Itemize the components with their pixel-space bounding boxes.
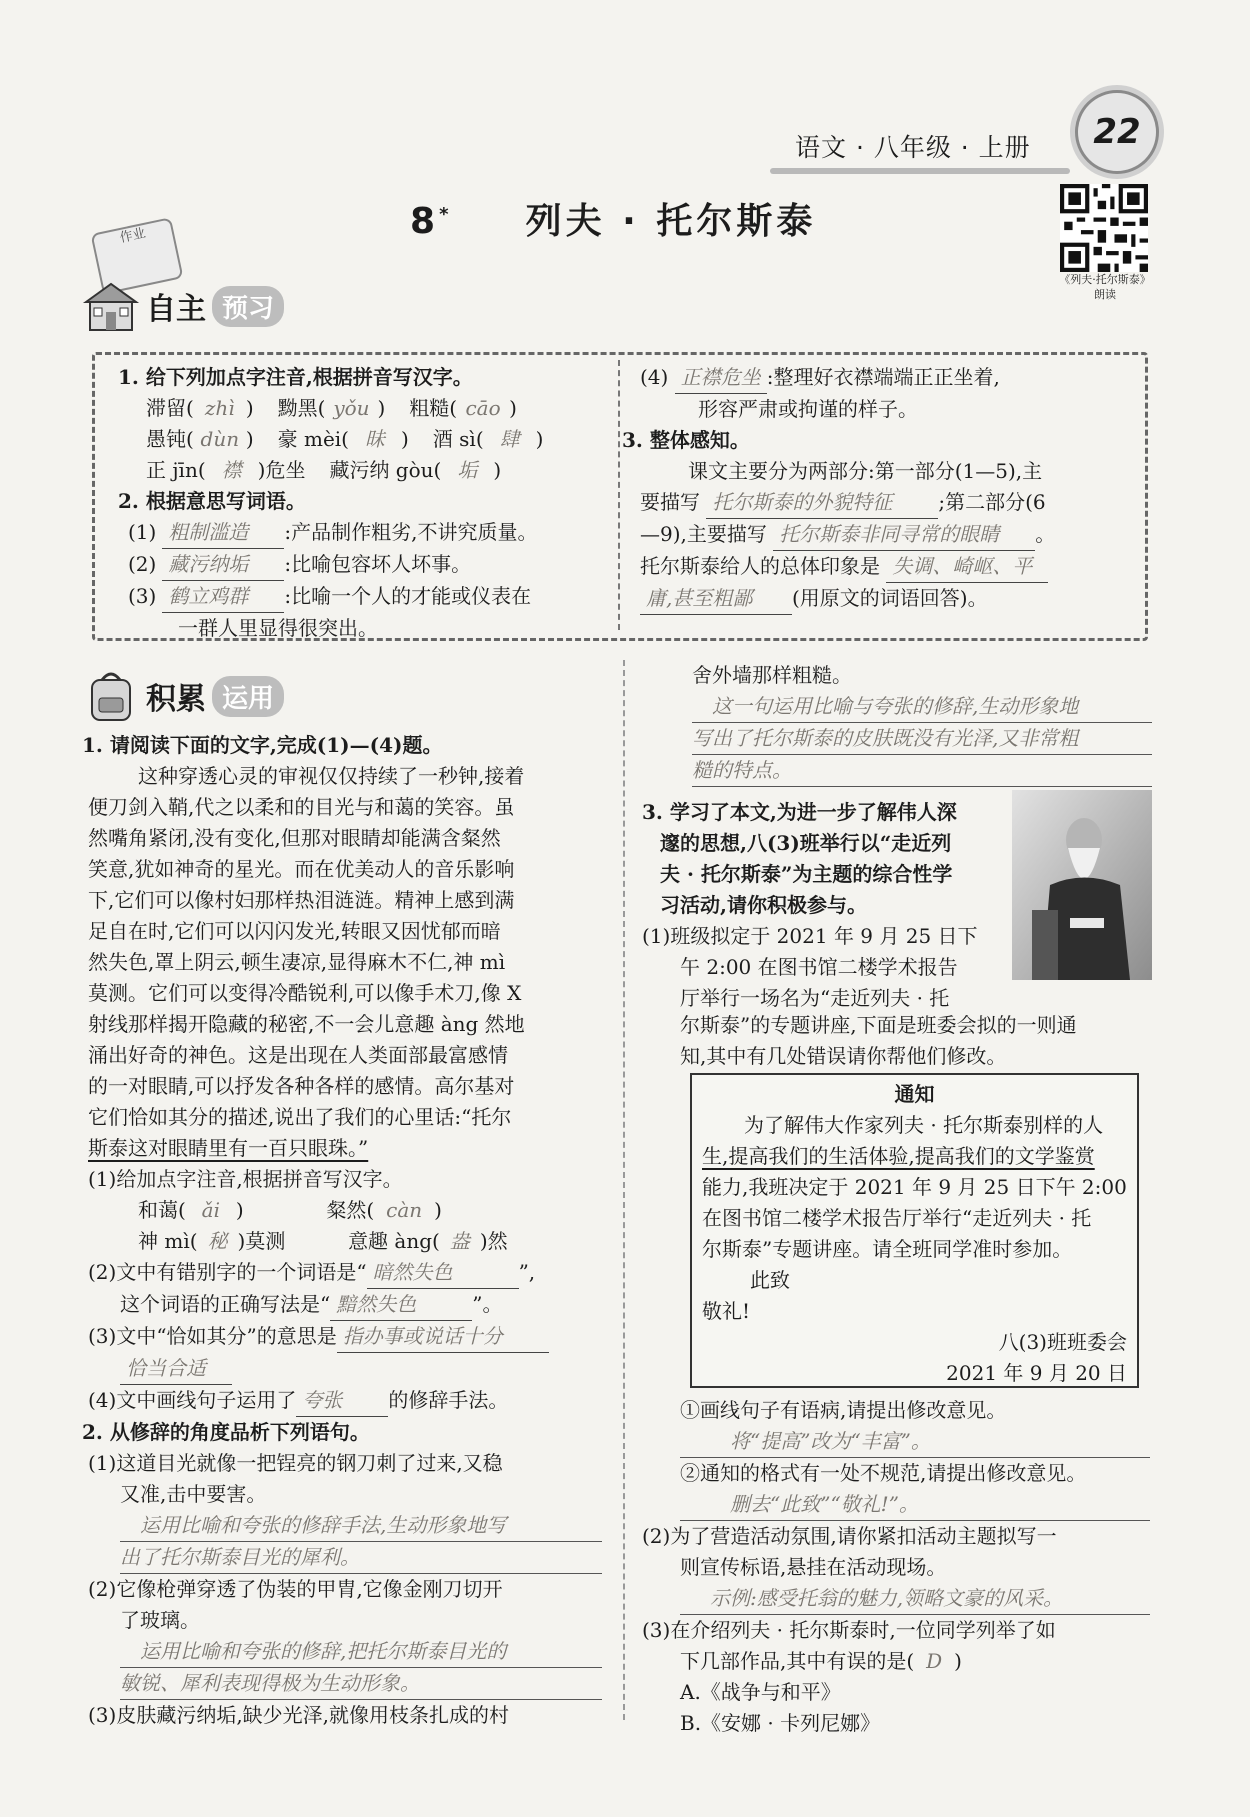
preview-q2-item bbox=[118, 549, 613, 581]
acc-q3-3b: 下几部作品,其中有误的是( bbox=[680, 1649, 915, 1673]
passage-line: 斯泰这对眼睛里有一百只眼珠。” bbox=[88, 1136, 369, 1160]
acc-sub1-b-answer[interactable]: càn bbox=[386, 1198, 423, 1222]
acc-q3-1-line: 厅举行一场名为“走近列夫 · 托 bbox=[680, 986, 950, 1010]
preview-q3-line3a: —9),主要描写 bbox=[640, 522, 767, 546]
acc-q3-intro bbox=[642, 797, 997, 1014]
school-building-icon bbox=[82, 278, 140, 334]
passage-line: 这种穿透心灵的审视仅仅持续了一秒钟,接着 bbox=[138, 764, 525, 788]
acc-sub1-c-end: )莫测 bbox=[237, 1229, 286, 1253]
notice-body-line: 生,提高我们的生活体验,提高我们的文学鉴赏 bbox=[702, 1144, 1095, 1168]
acc-q2-2b: 了玻璃。 bbox=[120, 1608, 200, 1632]
passage-line: 下,它们可以像村妇那样热泪涟涟。精神上感到满 bbox=[88, 888, 515, 912]
acc-q3-3a: (3)在介绍列夫 · 托尔斯泰时,一位同学列举了如 bbox=[642, 1618, 1056, 1642]
acc-q3-1-line: 尔斯泰”的专题讲座,下面是班委会拟的一则通 bbox=[680, 1013, 1077, 1037]
acc-q3-option-a[interactable]: A.《战争与和平》 bbox=[680, 1680, 841, 1704]
qr-caption-title: 《列夫·托尔斯泰》 bbox=[1059, 273, 1151, 286]
notice-signer: 八(3)班班委会 bbox=[998, 1330, 1127, 1354]
preview-q2-item-num: (1) bbox=[128, 520, 157, 544]
acc-sub2-answer2[interactable]: 黯然失色 bbox=[330, 1289, 472, 1321]
preview-q2-item4-num: (4) bbox=[640, 365, 669, 389]
preview-q1-row bbox=[118, 393, 613, 424]
lesson-name: 列夫 · 托尔斯泰 bbox=[525, 201, 817, 242]
passage-line: 足自在时,它们可以闪闪发光,转眼又因忧郁而暗 bbox=[88, 919, 501, 943]
preview-q2-item-answer[interactable]: 藏污纳垢 bbox=[162, 549, 284, 581]
preview-q1-row bbox=[118, 424, 613, 455]
acc-q3-1-line: (1)班级拟定于 2021 年 9 月 25 日下 bbox=[642, 924, 978, 948]
preview-q2-item-text: :比喻一个人的才能或仪表在 bbox=[284, 584, 532, 608]
acc-sub1-c-answer[interactable]: 秘 bbox=[207, 1229, 228, 1253]
acc-q3-1-continued bbox=[642, 1010, 1152, 1072]
acc-q3-option-b[interactable]: B.《安娜 · 卡列尼娜》 bbox=[680, 1711, 881, 1735]
preview-q2-item-text: :产品制作粗劣,不讲究质量。 bbox=[284, 520, 538, 544]
acc-q2-3-answer3[interactable]: 糙的特点。 bbox=[692, 755, 1152, 787]
acc-q3-title-line: 邃的思想,八(3)班举行以“走近列 bbox=[660, 831, 952, 855]
preview-q1-text: ) bbox=[377, 396, 386, 420]
acc-sub1-d: 意趣 àng( bbox=[348, 1229, 440, 1253]
preview-q1-rows bbox=[118, 393, 613, 486]
acc-sub4-a: (4)文中画线句子运用了 bbox=[88, 1388, 297, 1412]
acc-q3-1-text bbox=[642, 921, 997, 1014]
accumulate-left-column: 1. 请阅读下面的文字,完成(1)—(4)题。 这种穿透心灵的审视仅仅持续了一秒钟,接着 便刀剑入鞘,代之以柔和的目光与和蔼的笑容。虽 然嘴角紧闭,没有变化,但那对眼睛却能满含粲然 笑意,犹如神奇的星光。而在优美动人的音乐影响 下,它们可以像村妇那样热泪涟涟。精神上感到满 足自在时,它们可以闪闪发光,转眼又因忧郁而暗 然失色,罩上阴云,顿生凄凉,显得麻木不仁,神 mì 莫测。它们可以变得冷酷锐利,可以像手术刀,像 X 射线那样揭开隐藏的秘密,不一会儿意趣 àng 然地 涌出好奇的神色。这是出现在人类面部最富感情 的一对眼睛,可以抒发各种各样的感情。高尔基对 它们恰如其分的描述,说出了我们的心里话:“托尔 斯泰这对眼睛里有一百只眼珠。” (1)给加点字注音,根据拼音写汉字。 和蔼( ǎi ) 粲然( càn ) 神 mì( 秘 )莫测 意趣 àng( 盎 )然 (2)文中有错别字的一个词语是“ 暗然失色 ”, 这个词语的正确写法是“ 黯然失色 ”。 (3)文中“恰如其分”的意思是 指办事或说话十分 恰当合适 (4)文中画线句子运用了 夸张 的修辞手法。 2. 从修辞的角度品析下列语句。 (1)这道目光就像一把锃亮的钢刀刺了过来,又稳 又准,击中要害。 运用比喻和夸张的修辞手法,生动形象地写 出了托尔斯泰目光的犀利。 (2)它像枪弹穿透了伪装的甲胄,它像金刚刀切开 了玻璃。 运用比喻和夸张的修辞,把托尔斯泰目光的 敏锐、犀利表现得极为生动形象。 (3)皮肤藏污纳垢,缺少光泽,就像用枝条扎成的村 bbox=[82, 730, 602, 1731]
preview-q3-line1: 课文主要分为两部分:第一部分(1—5),主 bbox=[688, 459, 1043, 483]
accumulate-section-pill: 运用 bbox=[212, 676, 284, 717]
preview-q2-item4-cont: 形容严肃或拘谨的样子。 bbox=[698, 397, 918, 421]
preview-q1-text: ) bbox=[535, 427, 544, 451]
passage-line: 笑意,犹如神奇的星光。而在优美动人的音乐影响 bbox=[88, 857, 515, 881]
passage-line: 的一对眼睛,可以抒发各种各样的感情。高尔基对 bbox=[88, 1074, 515, 1098]
acc-sub1-a-answer[interactable]: ǎi bbox=[201, 1198, 220, 1222]
acc-sub1-d-end: )然 bbox=[479, 1229, 508, 1253]
preview-q2-item bbox=[118, 517, 613, 549]
acc-q2-3: (3)皮肤藏污纳垢,缺少光泽,就像用枝条扎成的村 bbox=[88, 1703, 510, 1727]
acc-q2-2: (2)它像枪弹穿透了伪装的甲胄,它像金刚刀切开 bbox=[88, 1577, 503, 1601]
notice-closing2: 敬礼! bbox=[702, 1299, 751, 1323]
passage-line: 它们恰如其分的描述,说出了我们的心里话:“托尔 bbox=[88, 1105, 512, 1129]
preview-q3-answer1[interactable]: 托尔斯泰的外貌特征 bbox=[706, 487, 938, 519]
acc-sub1-title: (1)给加点字注音,根据拼音写汉字。 bbox=[88, 1167, 403, 1191]
acc-q2-3-answer2[interactable]: 写出了托尔斯泰的皮肤既没有光泽,又非常粗 bbox=[692, 723, 1152, 755]
notice-body-line: 在图书馆二楼学术报告厅举行“走近列夫 · 托 bbox=[702, 1206, 1092, 1230]
passage-line: 涌出好奇的神色。这是出现在人类面部最富感情 bbox=[88, 1043, 508, 1067]
preview-q3-answer3b[interactable]: 庸,甚至粗鄙 bbox=[640, 583, 792, 615]
preview-q2-item bbox=[118, 581, 613, 613]
lesson-title bbox=[410, 193, 816, 244]
acc-sub4-b: 的修辞手法。 bbox=[388, 1388, 509, 1412]
acc-q3-title-line: 习活动,请你积极参与。 bbox=[660, 893, 867, 917]
notice-box bbox=[690, 1073, 1139, 1388]
acc-sub2-d: ”。 bbox=[472, 1292, 503, 1316]
acc-sub2-answer1[interactable]: 暗然失色 bbox=[367, 1257, 519, 1289]
acc-q3-1b-answer[interactable]: 删去“此致”“敬礼!”。 bbox=[680, 1489, 1150, 1521]
preview-q2-item-answer[interactable]: 粗制滥造 bbox=[162, 517, 284, 549]
column-divider bbox=[623, 660, 625, 1720]
preview-q2-item4-text: :整理好衣襟端端正正坐着, bbox=[766, 365, 1000, 389]
passage-line: 便刀剑入鞘,代之以柔和的目光与和蔼的笑容。虽 bbox=[88, 795, 515, 819]
acc-q2-3b: 舍外墙那样粗糙。 bbox=[692, 663, 852, 687]
passage-line: 然失色,罩上阴云,顿生凄凉,显得麻木不仁,神 mì bbox=[88, 950, 506, 974]
preview-q1-answer[interactable]: 昧 bbox=[364, 427, 385, 451]
preview-q2-title: 2. 根据意思写词语。 bbox=[118, 489, 306, 513]
acc-q3-2b: 则宣传标语,悬挂在活动现场。 bbox=[680, 1555, 947, 1579]
acc-sub3-answer1[interactable]: 指办事或说话十分 bbox=[337, 1321, 549, 1353]
acc-sub1-a: 和蔼( bbox=[138, 1198, 186, 1222]
preview-q2-item-num: (2) bbox=[128, 552, 157, 576]
acc-sub2-a: (2)文中有错别字的一个词语是“ bbox=[88, 1260, 367, 1284]
preview-q1-text: ) bbox=[400, 427, 409, 451]
header-rule bbox=[770, 168, 1070, 174]
preview-q1-text: ) bbox=[493, 458, 502, 482]
acc-q3-2-answer[interactable]: 示例:感受托翁的魅力,领略文豪的风采。 bbox=[680, 1583, 1150, 1615]
acc-q2-1-answer2[interactable]: 出了托尔斯泰目光的犀利。 bbox=[120, 1542, 602, 1574]
preview-q1-text: 黝黑( bbox=[277, 396, 326, 420]
preview-section-pill: 预习 bbox=[212, 286, 284, 327]
acc-passage bbox=[82, 761, 602, 1164]
preview-q1-row bbox=[118, 455, 613, 486]
notice-body-line: 为了解伟大作家列夫 · 托尔斯泰别样的人 bbox=[744, 1113, 1104, 1137]
acc-q2-2-answer2[interactable]: 敏锐、犀利表现得极为生动形象。 bbox=[120, 1668, 602, 1700]
preview-q1-text: ) bbox=[245, 427, 254, 451]
notice-body-line: 尔斯泰”专题讲座。请全班同学准时参加。 bbox=[702, 1237, 1073, 1261]
preview-q2-items bbox=[118, 517, 613, 613]
notice-title: 通知 bbox=[894, 1082, 935, 1106]
preview-left-column bbox=[118, 362, 613, 644]
preview-q1-text: 正 jīn( bbox=[146, 458, 206, 482]
accumulate-section-title: 积累 bbox=[146, 682, 206, 717]
preview-q1-text: 粗糙( bbox=[409, 396, 458, 420]
acc-q2-1-answer1[interactable]: 运用比喻和夸张的修辞手法,生动形象地写 bbox=[120, 1510, 602, 1542]
acc-q2-1: (1)这道目光就像一把锃亮的钢刀刺了过来,又稳 bbox=[88, 1451, 503, 1475]
notice-closing1: 此致 bbox=[750, 1268, 790, 1292]
acc-sub2-c: 这个词语的正确写法是“ bbox=[120, 1292, 331, 1316]
preview-section-title: 自主 bbox=[146, 292, 206, 327]
acc-q2-2-answer1[interactable]: 运用比喻和夸张的修辞,把托尔斯泰目光的 bbox=[120, 1636, 602, 1668]
acc-q2-title: 2. 从修辞的角度品析下列语句。 bbox=[82, 1420, 370, 1444]
notice-date: 2021 年 9 月 20 日 bbox=[946, 1361, 1127, 1385]
preview-q1-text: 豪 mèi( bbox=[277, 427, 349, 451]
preview-q1-text: 酒 sì( bbox=[432, 427, 484, 451]
acc-q3-title-line: 夫 · 托尔斯泰”为主题的综合性学 bbox=[660, 862, 953, 886]
preview-q1-text: ) bbox=[509, 396, 517, 420]
preview-q1-text: ) bbox=[245, 396, 254, 420]
acc-sub2-b: ”, bbox=[518, 1260, 536, 1284]
preview-q3-line2b: ;第二部分(6 bbox=[938, 490, 1046, 514]
acc-q3-2a: (2)为了营造活动氛围,请你紧扣活动主题拟写一 bbox=[642, 1524, 1057, 1548]
preview-divider bbox=[618, 360, 620, 630]
acc-q3-3-answer[interactable]: D bbox=[926, 1649, 943, 1673]
preview-q3-line5b: (用原文的词语回答)。 bbox=[792, 586, 988, 610]
preview-q3-line3b: 。 bbox=[1035, 522, 1056, 546]
passage-line: 然嘴角紧闭,没有变化,但那对眼睛却能满含粲然 bbox=[88, 826, 501, 850]
backpack-icon bbox=[82, 668, 140, 724]
preview-q1-text: 愚钝( bbox=[146, 427, 194, 451]
preview-q1-text: 滞留( bbox=[146, 396, 194, 420]
acc-sub3-a: (3)文中“恰如其分”的意思是 bbox=[88, 1324, 337, 1348]
preview-q1-answer[interactable]: 肆 bbox=[499, 427, 520, 451]
acc-q2-1b: 又准,击中要害。 bbox=[120, 1482, 267, 1506]
tolstoy-portrait-image bbox=[1012, 790, 1152, 980]
acc-q3-subquestions bbox=[642, 1395, 1150, 1739]
preview-q2-item4-answer[interactable]: 正襟危坐 bbox=[675, 362, 767, 394]
qr-caption bbox=[1050, 272, 1160, 302]
acc-q3-3c: ) bbox=[954, 1649, 962, 1673]
preview-q1-answer[interactable]: cāo bbox=[465, 396, 501, 420]
passage-line: 莫测。它们可以变得冷酷锐利,可以像手术刀,像 X bbox=[88, 981, 522, 1005]
preview-q3-answer3a[interactable]: 失调、崎岖、平 bbox=[886, 551, 1048, 583]
lesson-number: 8 bbox=[410, 201, 440, 242]
preview-section-header bbox=[82, 278, 284, 334]
accumulate-section-header bbox=[82, 668, 284, 724]
preview-q3-title: 3. 整体感知。 bbox=[622, 428, 750, 452]
lesson-mark: * bbox=[439, 204, 453, 225]
notice-body bbox=[702, 1110, 1127, 1265]
preview-q1-answer[interactable]: yǒu bbox=[333, 396, 370, 420]
acc-sub1-d-answer[interactable]: 盎 bbox=[449, 1229, 470, 1253]
preview-q1-answer[interactable]: zhì bbox=[204, 396, 235, 420]
qr-caption-sub: 朗读 bbox=[1094, 288, 1116, 301]
preview-q1-title: 1. 给下列加点字注音,根据拼音写汉字。 bbox=[118, 365, 473, 389]
acc-sub4-answer[interactable]: 夸张 bbox=[296, 1385, 388, 1417]
homework-stamp: 作业 bbox=[90, 217, 183, 295]
acc-sub1-b: 粲然( bbox=[326, 1198, 375, 1222]
preview-q3-line2a: 要描写 bbox=[640, 490, 700, 514]
acc-sub1-c: 神 mì( bbox=[138, 1229, 198, 1253]
acc-q3-title bbox=[642, 797, 997, 921]
preview-q1-answer[interactable]: dùn bbox=[200, 427, 240, 451]
preview-q1-text: )危坐 bbox=[257, 458, 306, 482]
notice-body-line: 能力,我班决定于 2021 年 9 月 25 日下午 2:00 bbox=[702, 1175, 1127, 1199]
preview-right-column bbox=[622, 362, 1130, 615]
preview-q3-line4a: 托尔斯泰给人的总体印象是 bbox=[640, 554, 880, 578]
acc-q3-1-line: 知,其中有几处错误请你帮他们修改。 bbox=[680, 1044, 1007, 1068]
preview-q2-item-text: :比喻包容坏人坏事。 bbox=[284, 552, 472, 576]
acc-q3-title-line: 3. 学习了本文,为进一步了解伟人深 bbox=[642, 800, 957, 824]
preview-q1-answer[interactable]: 襟 bbox=[221, 458, 242, 482]
preview-q3-answer2[interactable]: 托尔斯泰非同寻常的眼睛 bbox=[773, 519, 1035, 551]
acc-sub3-answer2[interactable]: 恰当合适 bbox=[120, 1353, 232, 1385]
acc-q2-3-answer1[interactable]: 这一句运用比喻与夸张的修辞,生动形象地 bbox=[692, 691, 1152, 723]
preview-q1-text: 藏污纳 gòu( bbox=[329, 458, 442, 482]
qr-code-icon[interactable] bbox=[1060, 184, 1148, 272]
acc-q3-1-line: 午 2:00 在图书馆二楼学术报告 bbox=[680, 955, 958, 979]
acc-q3-1b: ②通知的格式有一处不规范,请提出修改意见。 bbox=[680, 1461, 1087, 1485]
acc-q3-1-rest bbox=[642, 1010, 1152, 1072]
page-number-badge: 22 bbox=[1075, 90, 1159, 174]
preview-q2-item-answer[interactable]: 鹤立鸡群 bbox=[162, 581, 284, 613]
passage-line: 射线那样揭开隐藏的秘密,不一会儿意趣 àng 然地 bbox=[88, 1012, 525, 1036]
acc-q1-title: 1. 请阅读下面的文字,完成(1)—(4)题。 bbox=[82, 733, 443, 757]
preview-q2-item3-cont: 一群人里显得很突出。 bbox=[178, 616, 378, 640]
preview-q1-answer[interactable]: 垢 bbox=[457, 458, 478, 482]
acc-q3-1a: ①画线句子有语病,请提出修改意见。 bbox=[680, 1398, 1007, 1422]
header-subject: 语文 · 八年级 · 上册 bbox=[795, 133, 1031, 162]
preview-q2-item-num: (3) bbox=[128, 584, 157, 608]
acc-q3-1a-answer[interactable]: 将“提高”改为“丰富”。 bbox=[680, 1426, 1150, 1458]
